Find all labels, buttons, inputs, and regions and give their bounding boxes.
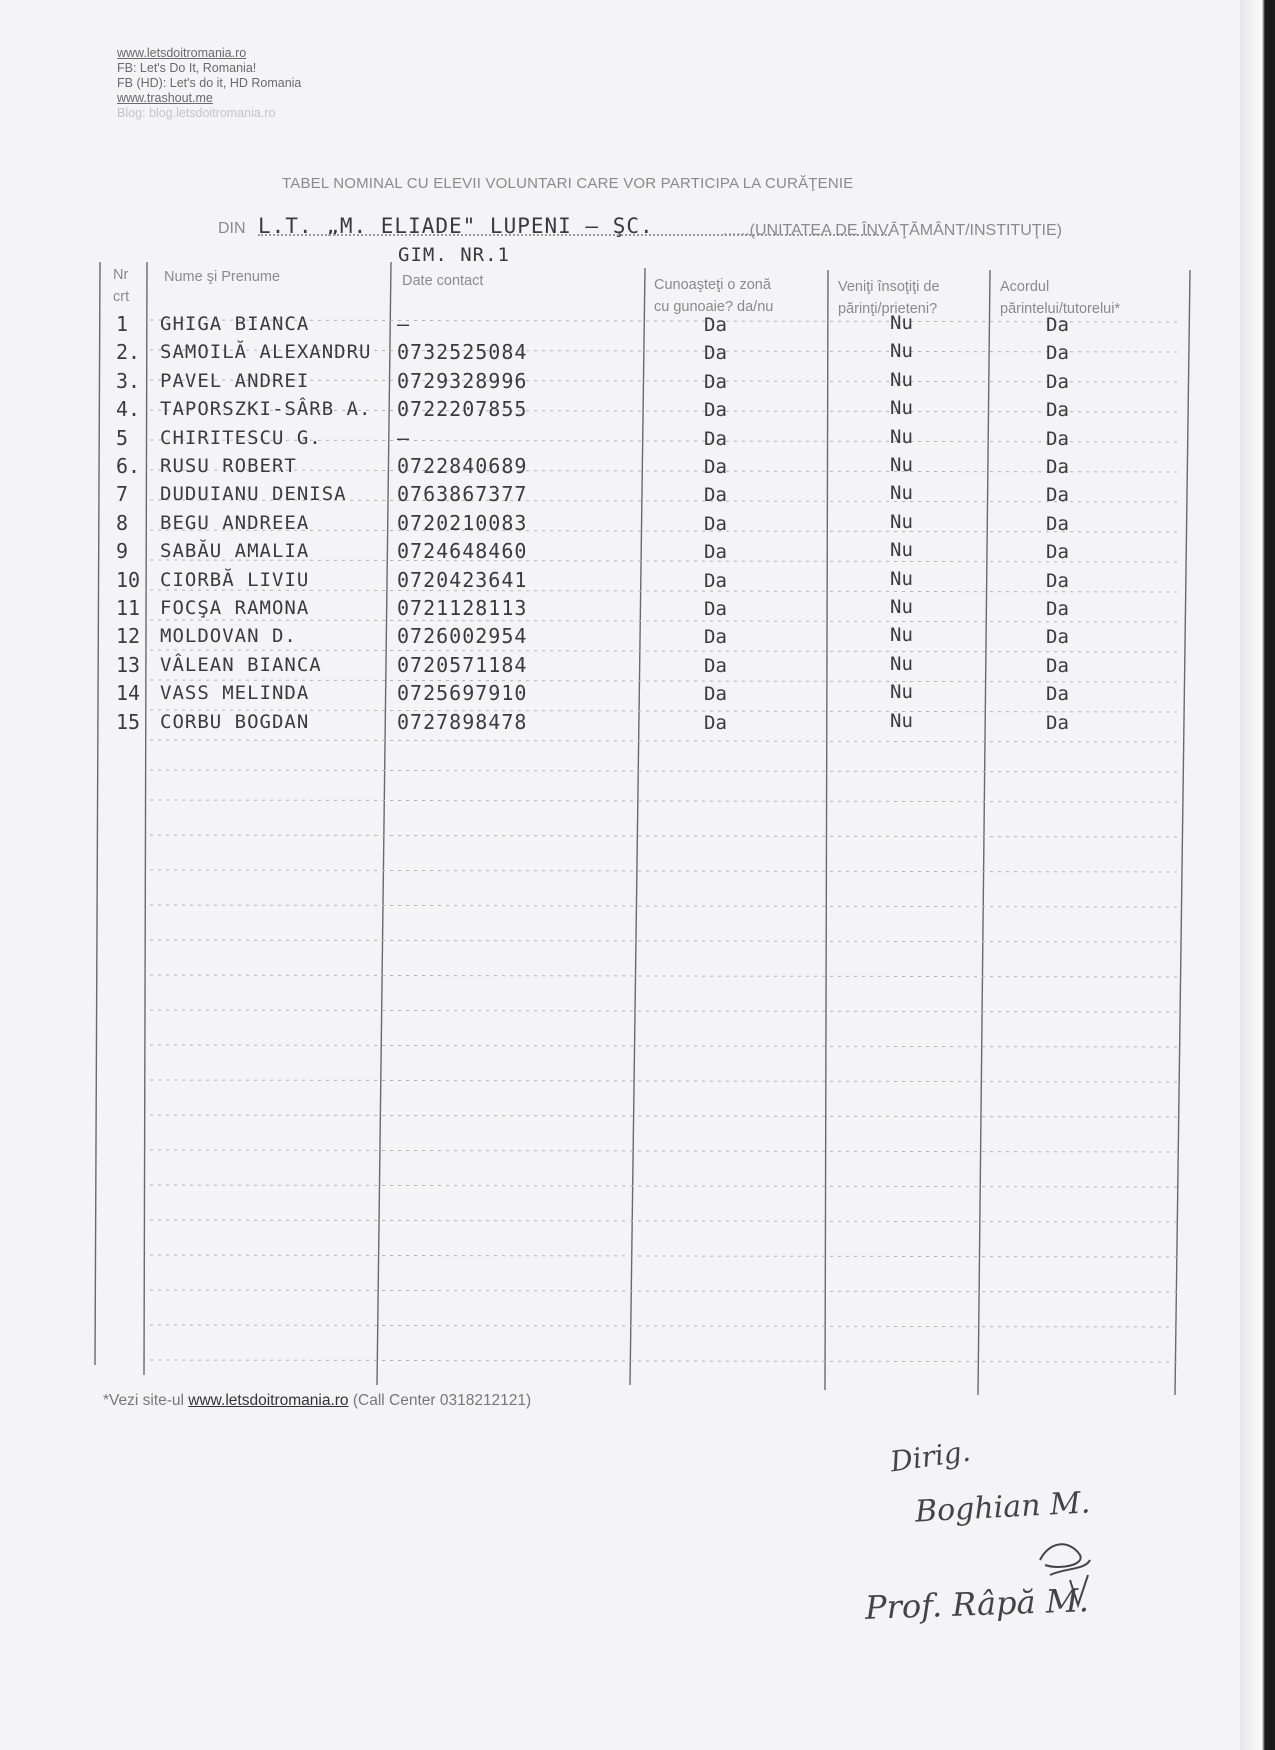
knows-trash-zone: Da — [704, 314, 727, 336]
school-name-line2: GIM. NR.1 — [398, 244, 510, 266]
col-header-name-line: Nume şi Prenume — [164, 269, 281, 285]
contact-phone: 0720210083 — [397, 510, 528, 535]
contact-phone: 0721128113 — [397, 596, 528, 620]
row-number: 11 — [116, 596, 141, 620]
col-header-insotiti-line: Veniţi însoţiţi de — [838, 279, 940, 295]
accompanied: Nu — [890, 681, 913, 704]
row-number: 10 — [116, 567, 141, 592]
parent-consent: Da — [1046, 569, 1069, 592]
contact-phone: 0724648460 — [397, 539, 528, 564]
contact-phone: 0726002954 — [397, 624, 528, 649]
accompanied: Nu — [890, 312, 913, 334]
contact-phone: 0727898478 — [397, 709, 528, 734]
table-row — [0, 681, 1200, 709]
parent-consent: Da — [1046, 598, 1069, 620]
table-row — [0, 539, 1200, 567]
parent-consent: Da — [1046, 541, 1069, 564]
parent-consent: Da — [1046, 342, 1069, 365]
contact-phone: 0722840689 — [397, 454, 528, 478]
knows-trash-zone: Da — [704, 456, 727, 478]
parent-consent: Da — [1046, 399, 1069, 422]
parent-consent: Da — [1046, 314, 1069, 336]
table-row — [0, 369, 1200, 397]
parent-consent: Da — [1046, 683, 1069, 706]
knows-trash-zone: Da — [704, 683, 727, 706]
accompanied: Nu — [890, 624, 913, 647]
signature-line3: Prof. Râpă M. — [864, 1581, 1090, 1627]
table-row — [0, 340, 1200, 368]
contact-phone: 0725697910 — [397, 681, 528, 706]
student-name: CIORBĂ LIVIU — [160, 568, 310, 591]
col-header-insotiti-line: părinţi/prieteni? — [838, 301, 938, 317]
parent-consent: Da — [1046, 427, 1069, 450]
accompanied: Nu — [890, 340, 913, 363]
footnote — [103, 1392, 531, 1410]
accompanied: Nu — [890, 454, 913, 476]
row-number: 9 — [116, 539, 129, 564]
din-label: DIN — [218, 220, 246, 237]
col-header-zona-line: cu gunoaie? da/nu — [654, 299, 774, 315]
student-name: BEGU ANDREEA — [160, 511, 310, 534]
parent-consent: Da — [1046, 711, 1069, 734]
accompanied: Nu — [890, 425, 913, 448]
contact-phone: 0720423641 — [397, 567, 528, 592]
student-name: DUDUIANU DENISA — [160, 483, 347, 506]
contact-phone: — — [397, 425, 411, 450]
student-name: RUSU ROBERT — [160, 455, 297, 477]
knows-trash-zone: Da — [704, 654, 727, 677]
table-row — [0, 568, 1200, 596]
table-row — [0, 482, 1200, 510]
parent-consent: Da — [1046, 484, 1069, 507]
student-name: TAPORSZKI-SÂRB A. — [160, 398, 372, 421]
knows-trash-zone: Da — [704, 569, 727, 592]
row-number: 15 — [116, 709, 141, 734]
accompanied: Nu — [890, 397, 913, 420]
table-row — [0, 710, 1200, 738]
table-row — [0, 312, 1200, 340]
accompanied: Nu — [890, 652, 913, 675]
footnote-link[interactable]: www.letsdoitromania.ro — [188, 1392, 349, 1409]
row-number: 5 — [116, 425, 129, 450]
parent-consent: Da — [1046, 626, 1069, 649]
contact-phone: 0722207855 — [397, 397, 528, 422]
table-row — [0, 397, 1200, 425]
col-header-zona-line: Cunoaşteţi o zonă — [654, 277, 771, 293]
accompanied: Nu — [890, 510, 913, 533]
knows-trash-zone: Da — [704, 342, 727, 365]
student-name: CHIRITESCU G. — [160, 426, 322, 449]
accompanied: Nu — [890, 709, 913, 732]
parent-consent: Da — [1046, 456, 1069, 478]
document-title: TABEL NOMINAL CU ELEVII VOLUNTARI CARE VOR PARTICIPA LA CURĂŢENIE — [282, 175, 854, 192]
header-link[interactable]: www.trashout.me — [117, 91, 213, 105]
knows-trash-zone: Da — [704, 711, 727, 734]
knows-trash-zone: Da — [704, 541, 727, 564]
contact-phone: 0729328996 — [397, 368, 528, 393]
accompanied: Nu — [890, 539, 913, 562]
table-row — [0, 426, 1200, 454]
student-name: SAMOILĂ ALEXANDRU — [160, 341, 372, 364]
signature-line2: Boghian M. — [914, 1485, 1092, 1530]
col-header-acord-line: Acordul — [1000, 279, 1050, 295]
footnote-prefix: *Vezi site-ul — [103, 1392, 189, 1409]
parent-consent: Da — [1046, 654, 1069, 677]
row-number: 13 — [116, 652, 141, 677]
row-number: 12 — [116, 624, 141, 649]
parent-consent: Da — [1046, 370, 1069, 393]
row-number: 8 — [116, 510, 129, 535]
knows-trash-zone: Da — [704, 399, 727, 422]
knows-trash-zone: Da — [704, 512, 727, 535]
student-name: VASS MELINDA — [160, 682, 310, 705]
col-header-contact-line: Date contact — [402, 273, 484, 289]
col-header-name — [164, 266, 280, 288]
signature-block — [840, 1434, 1180, 1680]
row-number: 6. — [116, 454, 141, 478]
student-name: PAVEL ANDREI — [160, 369, 310, 392]
signature-line1: Dirig. — [888, 1434, 973, 1479]
student-name: FOCŞA RAMONA — [160, 597, 310, 619]
knows-trash-zone: Da — [704, 370, 727, 393]
accompanied: Nu — [890, 567, 913, 590]
student-name: GHIGA BIANCA — [160, 313, 310, 335]
header-link[interactable]: www.letsdoitromania.ro — [117, 46, 247, 60]
table-row — [0, 596, 1200, 624]
row-number: 14 — [116, 681, 141, 706]
header-link[interactable]: Blog: blog.letsdoitromania.ro — [117, 106, 276, 120]
school-name-handwritten: L.T. „M. ELIADE" LUPENI – ŞC. — [258, 214, 654, 238]
student-name: CORBU BOGDAN — [160, 710, 310, 733]
row-number: 4. — [116, 397, 141, 422]
contact-phone: 0732525084 — [397, 340, 528, 365]
student-name: SABĂU AMALIA — [160, 540, 310, 563]
contact-phone: — — [397, 312, 411, 336]
student-name: MOLDOVAN D. — [160, 625, 297, 648]
footnote-suffix: (Call Center 0318212121) — [348, 1392, 532, 1409]
col-header-contact — [402, 270, 483, 292]
table-row — [0, 454, 1200, 482]
table-row — [0, 653, 1200, 681]
contact-phone: 0720571184 — [397, 652, 528, 677]
student-name: VÂLEAN BIANCA — [160, 653, 322, 676]
parent-consent: Da — [1046, 512, 1069, 535]
table-row — [0, 624, 1200, 652]
col-header-nr-line: crt — [113, 289, 130, 305]
accompanied: Nu — [890, 596, 913, 618]
row-number: 7 — [116, 482, 129, 507]
row-number: 1 — [116, 312, 129, 336]
row-number: 3. — [116, 368, 141, 393]
accompanied: Nu — [890, 482, 913, 505]
col-header-acord-line: părintelui/tutorelui* — [1000, 301, 1121, 317]
col-header-nr-line: Nr — [113, 267, 129, 283]
row-number: 2. — [116, 340, 141, 365]
unit-label: ......(UNITATEA DE ÎNVĂŢĂMÂNT/INSTITUŢIE) — [723, 222, 1062, 239]
accompanied: Nu — [890, 368, 913, 391]
contact-phone: 0763867377 — [397, 482, 528, 507]
table-row — [0, 511, 1200, 539]
knows-trash-zone: Da — [704, 427, 727, 450]
knows-trash-zone: Da — [704, 484, 727, 507]
header-link[interactable]: FB (HD): Let's do it, HD Romania — [117, 76, 302, 90]
header-link[interactable]: FB: Let's Do It, Romania! — [117, 61, 257, 75]
knows-trash-zone: Da — [704, 598, 727, 620]
knows-trash-zone: Da — [704, 626, 727, 649]
col-header-nr — [113, 264, 129, 308]
